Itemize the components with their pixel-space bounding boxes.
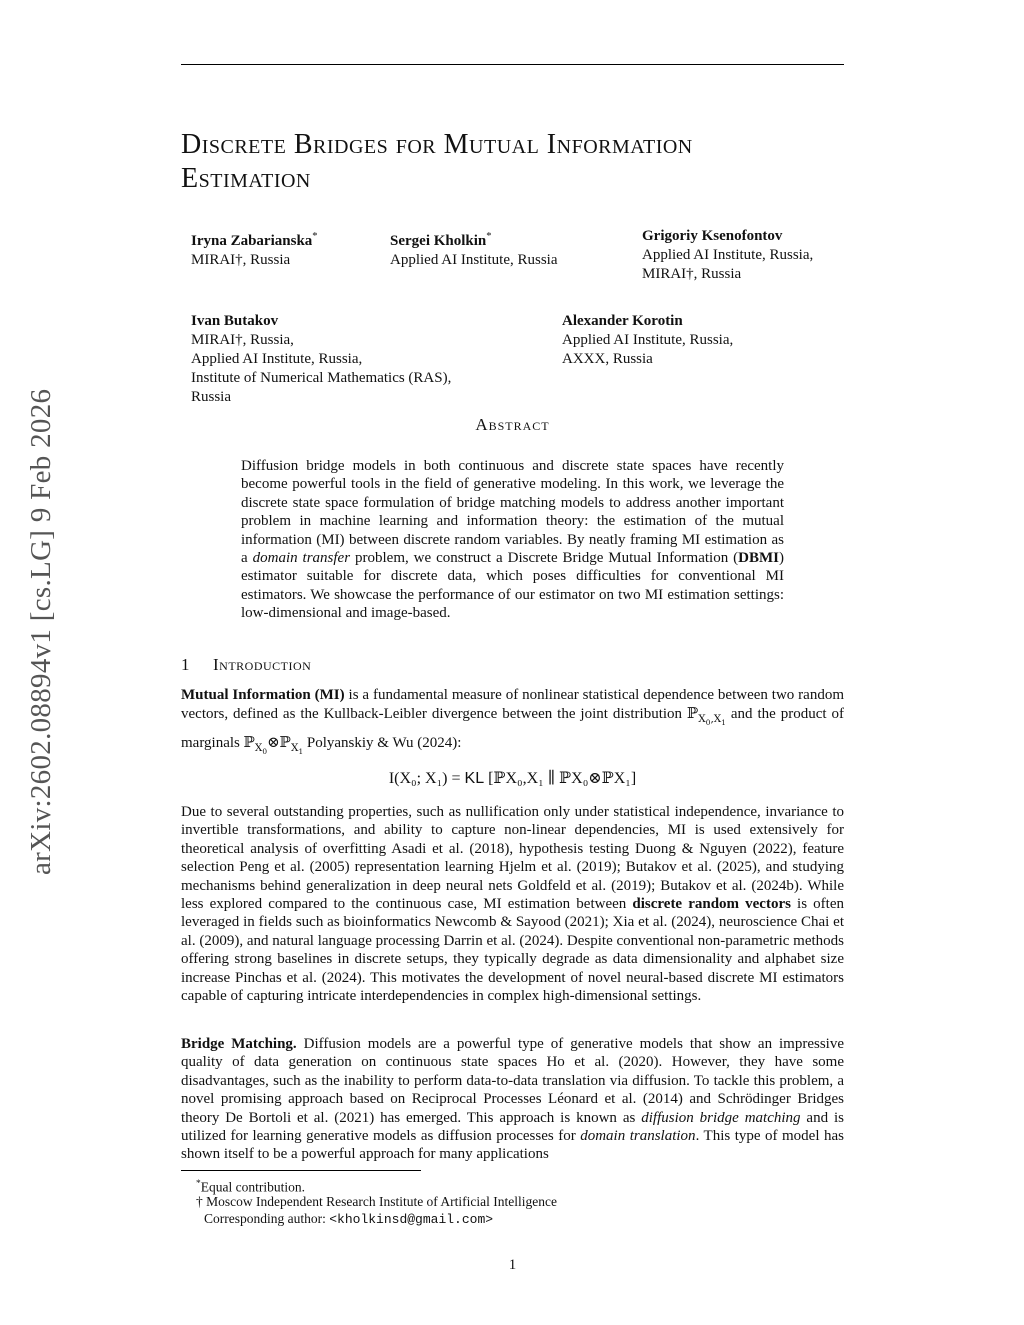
author-block [191, 227, 318, 270]
author-affiliation: MIRAI†, Russia [642, 266, 742, 282]
footnote-mirai: † Moscow Independent Research Institute of Artificial Intelligence [196, 1194, 558, 1209]
arxiv-side-stamp: arXiv:2602.08894v1 [cs.LG] 9 Feb 2026 [25, 388, 57, 875]
equation-mi: I(X₀; X₁) = KL [ℙX₀,X₁ ∥ ℙX₀⊗ℙX₁] [388, 770, 637, 787]
corresponding-email[interactable]: <kholkinsd@gmail.com> [329, 1212, 494, 1227]
author-name: Iryna Zabarianska [191, 233, 313, 249]
paragraph-bridge-matching: Bridge Matching. Diffusion models are a powerful type of generative models that show an impressive quality of data generation on continuous state spaces Ho et al. (2020). However, they have some disadvantages, such as the inability to perform data-to-data translation via diffusion. To tackle this problem, a novel promising approach based on Reciprocal Processes Léonard et al. (2014) and Schrödinger Bridges theory De Bortoli et al. (2021) has emerged. This approach is known as diffusion bridge matching and is utilized for learning generative models as diffusion processes for domain translation. This type of model has shown itself to be a powerful approach for many applications [181, 1036, 844, 1163]
abstract-body: Diffusion bridge models in both continuous and discrete state spaces have recently become powerful tools in the field of generative modeling. In this work, we leverage the discrete state space formulation of bridge matching models to address another important problem in machine learning and information theory: the estimation of the mutual information (MI) between discrete random variables. By neatly framing MI estimation as a domain transfer problem, we construct a Discrete Bridge Mutual Information (DBMI) estimator suitable for discrete data, which poses difficulties for conventional MI estimators. We showcase the performance of our estimator on two MI estimation settings: low-dimensional and image-based. [241, 458, 784, 622]
abstract-heading: Abstract [475, 415, 550, 434]
author-affiliation: AXXX, Russia [562, 351, 653, 367]
author-affiliation: Russia [191, 389, 232, 405]
author-name: Alexander Korotin [562, 313, 683, 329]
footnote-corresponding: Corresponding author: <kholkinsd@gmail.com> [204, 1211, 494, 1227]
top-rule [181, 64, 844, 65]
author-affiliation: Applied AI Institute, Russia [390, 252, 558, 268]
section-title: Introduction [213, 655, 312, 674]
author-affiliation: Applied AI Institute, Russia, [191, 351, 363, 367]
title-line-2: Estimation [181, 163, 311, 194]
author-block [191, 312, 451, 407]
author-affiliation: MIRAI†, Russia [191, 252, 291, 268]
paper-title [181, 128, 841, 196]
footnote-equal-contribution: *Equal contribution. [196, 1179, 305, 1195]
author-affiliation: Institute of Numerical Mathematics (RAS), [191, 370, 452, 386]
author-mark: * [486, 231, 492, 242]
footnote-rule [181, 1170, 421, 1171]
paragraph-mi: Mutual Information (MI) is a fundamental measure of nonlinear statistical dependence between two random vectors, defined as the Kullback-Leibler divergence between the joint distribution ℙ$_{X_0,X_1}$ and the product of marginals ℙ$_{X_0}$⊗ℙ$_{X_1}$ Polyanskiy & Wu (2024): [181, 687, 844, 756]
paragraph-properties: Due to several outstanding properties, such as nullification only under statistical independence, invariance to invertible transformations, and ability to capture non-linear dependencies, MI is used extensively for theoretical analysis of overfitting Asadi et al. (2018), hypothesis testing Duong & Nguyen (2022), feature selection Peng et al. (2005) representation learning Hjelm et al. (2019); Butakov et al. (2025), and studying mechanisms behind generalization in deep neural nets Goldfeld et al. (2019); Butakov et al. (2024b). While less explored compared to the continuous case, MI estimation between discrete random vectors is often leveraged in fields such as bioinformatics Newcomb & Sayood (2021); Xia et al. (2024), neuroscience Chai et al. (2009), and natural language processing Darrin et al. (2024). Despite conventional non-parametric methods offering strong baselines in discrete setups, they typically degrade as data dimensionality and alphabet size increase Pinchas et al. (2024). This motivates the development of novel neural-based discrete MI estimators capable of capturing intricate interdependencies in complex high-dimensional settings. [181, 804, 844, 1005]
author-name: Ivan Butakov [191, 313, 279, 329]
author-mark: * [312, 231, 318, 242]
author-name: Sergei Kholkin [390, 233, 487, 249]
author-block [642, 227, 813, 284]
section-heading [181, 655, 311, 675]
title-line-1: Discrete Bridges for Mutual Information [181, 129, 693, 160]
section-number: 1 [181, 655, 190, 674]
author-affiliation: MIRAI†, Russia, [191, 332, 294, 348]
author-name: Grigoriy Ksenofontov [642, 228, 783, 244]
page-number: 1 [508, 1257, 517, 1273]
author-affiliation: Applied AI Institute, Russia, [562, 332, 734, 348]
author-block [562, 312, 733, 369]
author-affiliation: Applied AI Institute, Russia, [642, 247, 814, 263]
author-block [390, 227, 558, 270]
